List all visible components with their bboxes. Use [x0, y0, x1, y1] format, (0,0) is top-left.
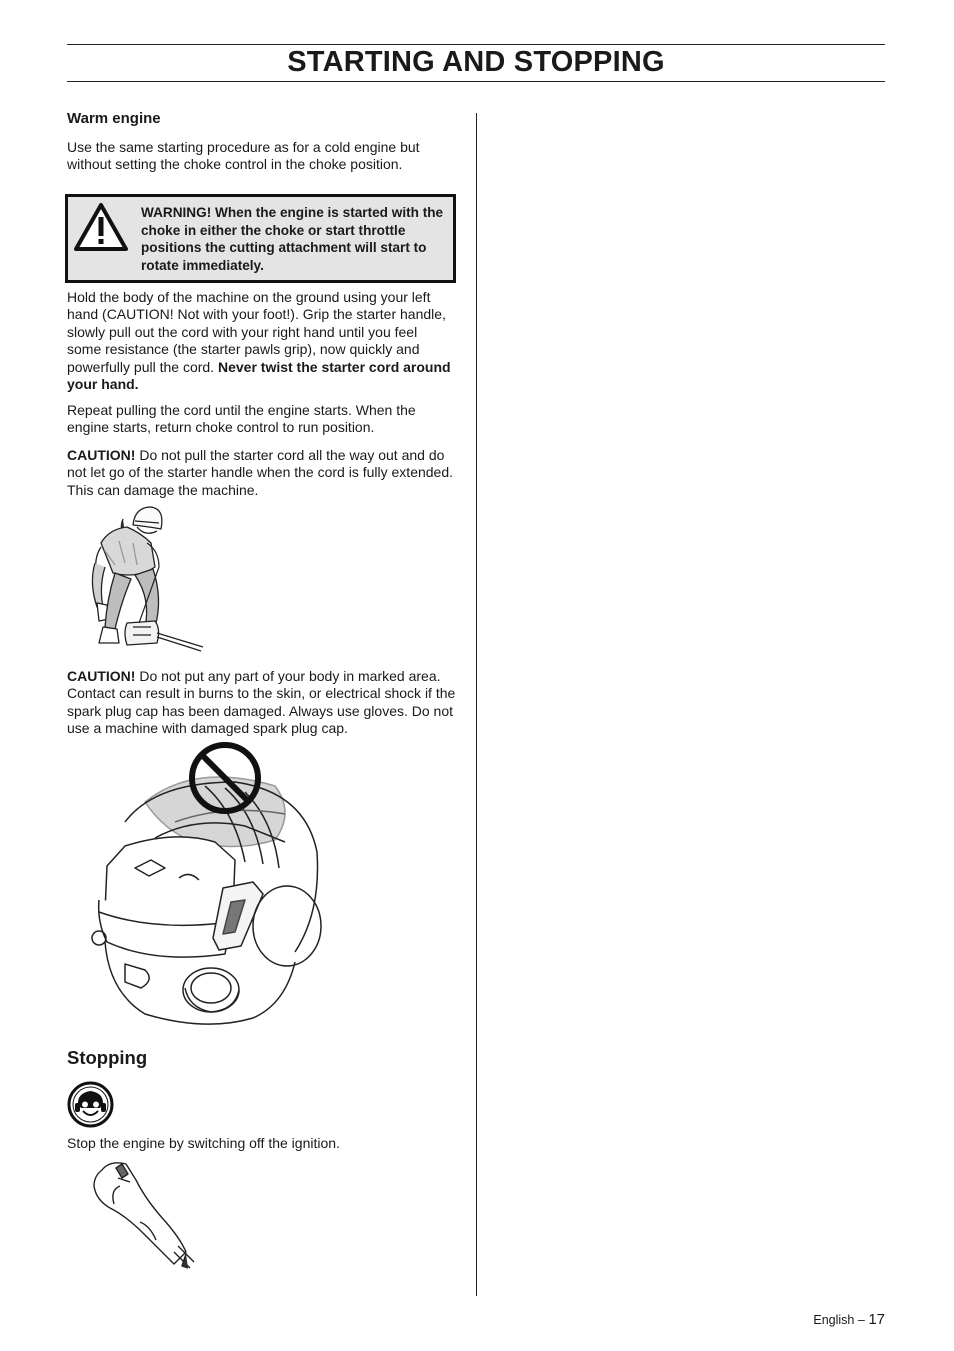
column-divider — [476, 113, 477, 1296]
page-title: STARTING AND STOPPING — [287, 46, 665, 78]
page-number: 17 — [868, 1311, 885, 1328]
warm-engine-intro: Use the same starting procedure as for a cold engine but without setting the choke control in the choke position. — [67, 139, 420, 173]
stopping-text: Stop the engine by switching off the ignition. — [67, 1135, 340, 1151]
caution-label-1: CAUTION! — [67, 447, 136, 463]
warning-text: WARNING! When the engine is started with the choke in either the choke or start throttle positions the cutting attachment will start to rotate immediately. — [141, 205, 444, 273]
caution-paragraph-1 — [67, 447, 457, 499]
hold-bold-text: Never twist the starter cord around your hand. — [67, 358, 451, 393]
caution-paragraph-2 — [67, 668, 457, 738]
warning-triangle-icon — [73, 202, 129, 257]
stop-switch-illustration — [90, 1160, 200, 1274]
stopping-heading: Stopping — [67, 1047, 148, 1068]
header-bottom-rule — [67, 81, 885, 82]
hold-text: Hold the body of the machine on the ground using your left hand (CAUTION! Not with your foot!). Grip the starter handle, slowly pull out the cord with your right hand until you feel some resistance (the starter pawls grip), now quickly and powerfully pull the cord. — [67, 289, 446, 375]
hold-paragraph — [67, 289, 455, 393]
engine-illustration — [85, 742, 325, 1034]
repeat-paragraph: Repeat pulling the cord until the engine starts. When the engine starts, return choke control to run position. — [67, 402, 416, 436]
caution-label-2: CAUTION! — [67, 668, 136, 684]
caution-text-1: Do not pull the starter cord all the way out and do not let go of the starter handle when the cord is fully extended. This can damage the machine. — [67, 447, 454, 498]
eye-ear-protection-icon — [67, 1081, 114, 1133]
starting-illustration — [85, 503, 210, 660]
warning-box — [65, 194, 456, 283]
caution-text-2: Do not put any part of your body in marked area. Contact can result in burns to the skin, or electrical shock if the spark plug cap has been damaged. Always use gloves. Do not use a machine with damaged spark plug cap. — [67, 668, 456, 737]
warm-engine-heading: Warm engine — [67, 110, 161, 127]
page-footer — [813, 1311, 885, 1328]
footer-separator: – — [857, 1313, 865, 1327]
footer-language: English — [813, 1313, 855, 1327]
